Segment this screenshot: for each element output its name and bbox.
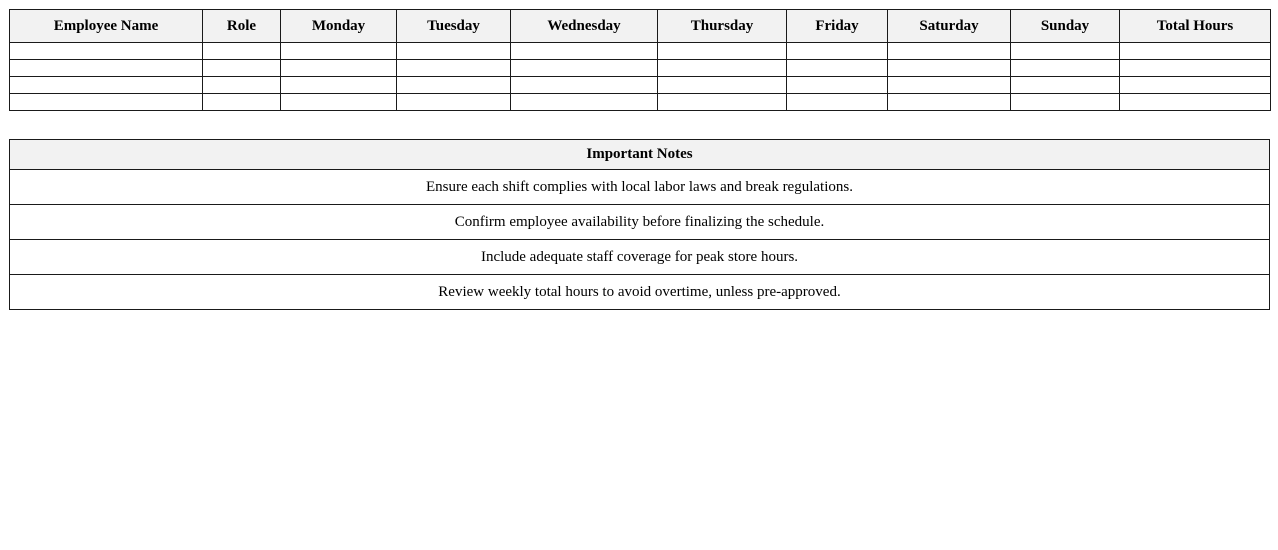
note-item-3: Include adequate staff coverage for peak store hours. — [10, 240, 1270, 275]
cell-friday[interactable] — [787, 77, 888, 94]
cell-wednesday[interactable] — [511, 60, 658, 77]
cell-thursday[interactable] — [658, 60, 787, 77]
cell-sunday[interactable] — [1011, 60, 1120, 77]
cell-role[interactable] — [203, 77, 281, 94]
cell-saturday[interactable] — [888, 77, 1011, 94]
cell-total-hours[interactable] — [1120, 43, 1271, 60]
important-notes-table — [9, 139, 1270, 310]
notes-table-body — [10, 170, 1270, 310]
table-row — [10, 94, 1271, 111]
cell-thursday[interactable] — [658, 77, 787, 94]
cell-saturday[interactable] — [888, 60, 1011, 77]
cell-tuesday[interactable] — [397, 43, 511, 60]
cell-sunday[interactable] — [1011, 43, 1120, 60]
notes-header-row — [10, 140, 1270, 170]
cell-employee-name[interactable] — [10, 94, 203, 111]
cell-wednesday[interactable] — [511, 77, 658, 94]
list-item — [10, 205, 1270, 240]
list-item — [10, 170, 1270, 205]
column-header-saturday: Saturday — [888, 10, 1011, 43]
cell-saturday[interactable] — [888, 94, 1011, 111]
cell-total-hours[interactable] — [1120, 60, 1271, 77]
cell-friday[interactable] — [787, 43, 888, 60]
cell-thursday[interactable] — [658, 43, 787, 60]
column-header-sunday: Sunday — [1011, 10, 1120, 43]
cell-employee-name[interactable] — [10, 77, 203, 94]
cell-total-hours[interactable] — [1120, 77, 1271, 94]
cell-sunday[interactable] — [1011, 94, 1120, 111]
cell-thursday[interactable] — [658, 94, 787, 111]
column-header-total-hours: Total Hours — [1120, 10, 1271, 43]
list-item — [10, 240, 1270, 275]
note-item-4: Review weekly total hours to avoid overtime, unless pre-approved. — [10, 275, 1270, 310]
list-item — [10, 275, 1270, 310]
cell-monday[interactable] — [281, 77, 397, 94]
note-item-2: Confirm employee availability before finalizing the schedule. — [10, 205, 1270, 240]
column-header-wednesday: Wednesday — [511, 10, 658, 43]
column-header-friday: Friday — [787, 10, 888, 43]
cell-role[interactable] — [203, 60, 281, 77]
schedule-table-header — [10, 10, 1271, 43]
cell-role[interactable] — [203, 94, 281, 111]
table-row — [10, 77, 1271, 94]
cell-saturday[interactable] — [888, 43, 1011, 60]
column-header-monday: Monday — [281, 10, 397, 43]
column-header-tuesday: Tuesday — [397, 10, 511, 43]
cell-tuesday[interactable] — [397, 77, 511, 94]
column-header-employee-name: Employee Name — [10, 10, 203, 43]
cell-monday[interactable] — [281, 94, 397, 111]
notes-table-header — [10, 140, 1270, 170]
employee-schedule-table — [9, 9, 1271, 111]
cell-employee-name[interactable] — [10, 60, 203, 77]
cell-tuesday[interactable] — [397, 94, 511, 111]
table-row — [10, 60, 1271, 77]
cell-employee-name[interactable] — [10, 43, 203, 60]
cell-total-hours[interactable] — [1120, 94, 1271, 111]
cell-wednesday[interactable] — [511, 94, 658, 111]
notes-title: Important Notes — [10, 140, 1270, 170]
column-header-thursday: Thursday — [658, 10, 787, 43]
cell-role[interactable] — [203, 43, 281, 60]
cell-sunday[interactable] — [1011, 77, 1120, 94]
cell-friday[interactable] — [787, 94, 888, 111]
cell-monday[interactable] — [281, 43, 397, 60]
note-item-1: Ensure each shift complies with local labor laws and break regulations. — [10, 170, 1270, 205]
cell-friday[interactable] — [787, 60, 888, 77]
table-row — [10, 43, 1271, 60]
column-header-role: Role — [203, 10, 281, 43]
cell-tuesday[interactable] — [397, 60, 511, 77]
schedule-table-body — [10, 43, 1271, 111]
cell-wednesday[interactable] — [511, 43, 658, 60]
table-spacer — [9, 111, 1269, 139]
schedule-header-row — [10, 10, 1271, 43]
cell-monday[interactable] — [281, 60, 397, 77]
